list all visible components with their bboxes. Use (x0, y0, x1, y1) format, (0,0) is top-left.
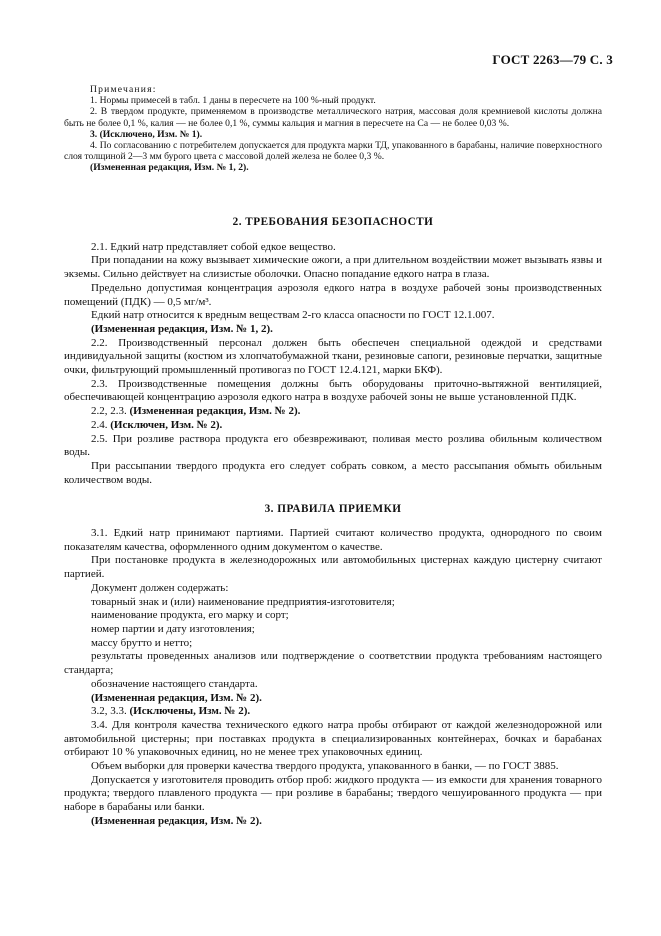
paragraph: 2.5. При розливе раствора продукта его обезвреживают, поливая место розлива обильным количеством воды. (64, 432, 602, 459)
notes-title: Примечания: (90, 84, 157, 95)
paragraph: 2.2. Производственный персонал должен быть обеспечен специальной одеждой и средствами индивидуальной защиты (костюм из хлопчатобумажной ткани, резиновые сапоги, резиновые перчатки, защитные очки, фильтрующий промышленный противогаз по ГОСТ 12.4.121, марки БКФ). (64, 336, 602, 377)
section-3-heading: 3. ПРАВИЛА ПРИЕМКИ (264, 503, 402, 516)
list-item: наименование продукта, его марку и сорт; (91, 609, 289, 622)
note-item-bold: (Измененная редакция, Изм. № 1, 2). (90, 162, 249, 174)
paragraph: Предельно допустимая концентрация аэрозоля едкого натра в воздухе рабочей зоны производственных помещений (ПДК) — 0,5 мг/м³. (64, 281, 602, 308)
list-item: товарный знак и (или) наименование предприятия-изготовителя; (91, 595, 395, 608)
paragraph (64, 692, 602, 706)
note-item: 1. Нормы примесей в табл. 1 даны в пересчете на 100 %-ный продукт. (90, 95, 376, 107)
note-item: 4. По согласованию с потребителем допускается для продукта марки ТД, упакованного в барабаны, наличие поверхностного слоя толщиной 2—3 мм бурого цвета с массовой долей железа не более 0,3 %. (64, 140, 602, 163)
list-item: номер партии и дату изготовления; (91, 622, 255, 635)
note-item (64, 162, 602, 173)
note-item (64, 129, 602, 140)
paragraph: При попадании на кожу вызывает химические ожоги, а при длительном воздействии может вызывать язвы и экземы. Сильно действует на слизистые оболочки. Опасно попадание едкого натра в глаза. (64, 254, 602, 281)
paragraph (64, 323, 602, 337)
list-item: результаты проведенных анализов или подтверждение о соответствии продукта требованиям настоящего стандарта; (64, 650, 602, 677)
paragraph: 3.1. Едкий натр принимают партиями. Партией считают количество продукта, однородного по своим показателям качества, оформленного одним документом о качестве. (64, 527, 602, 553)
paragraph: 2.3. Производственные помещения должны быть оборудованы приточно-вытяжной вентиляцией, обеспечивающей концентрацию аэрозоля едкого натра в воздухе рабочей зоны не выше установленной ПДК. (64, 377, 602, 404)
paragraph: Едкий натр относится к вредным веществам 2-го класса опасности по ГОСТ 12.1.007. (91, 309, 495, 322)
paragraph: При рассыпании твердого продукта его следует собрать совком, а место рассыпания обмыть обильным количеством воды. (64, 459, 602, 486)
note-item: 2. В твердом продукте, применяемом в производстве металлического натрия, массовая доля кремниевой кислоты должна быть не более 0,1 %, калия — не более 0,1 %, суммы кальция и магния в пересчете на Са — не более 0,03 %. (64, 106, 602, 129)
notes-block (64, 84, 602, 174)
list-item: обозначение настоящего стандарта. (91, 677, 258, 690)
clause-number: 2.2, 2.3. (91, 405, 130, 418)
paragraph: 3.4. Для контроля качества технического едкого натра пробы отбирают от каждой железнодорожной или автомобильной цистерны; при поставках продукта в специализированных контейнерах, бочках и барабанах отбирают 10 % упаковочных единиц, но не менее трех упаковочных единиц. (64, 718, 602, 759)
amendment-note: (Исключены, Изм. № 2). (129, 705, 251, 718)
list-item: массу брутто и нетто; (91, 636, 193, 649)
paragraph: Объем выборки для проверки качества твердого продукта, упакованного в банки, — по ГОСТ 3885. (91, 760, 559, 773)
section-2-heading: 2. ТРЕБОВАНИЯ БЕЗОПАСНОСТИ (232, 216, 434, 228)
amendment-note: (Измененная редакция, Изм. № 2). (91, 691, 262, 704)
clause-number: 3.2, 3.3. (91, 705, 130, 718)
amendment-note: (Измененная редакция, Изм. № 2). (129, 405, 301, 418)
paragraph (64, 419, 602, 433)
clause-number: 2.4. (91, 418, 111, 431)
amendment-note: (Измененная редакция, Изм. № 2). (91, 814, 262, 827)
note-item-bold: 3. (Исключено, Изм. № 1). (90, 128, 203, 140)
main-body (64, 216, 602, 829)
paragraph: При постановке продукта в железнодорожных или автомобильных цистернах каждую цистерну считают партией. (64, 554, 602, 581)
paragraph (64, 815, 602, 829)
paragraph: Документ должен содержать: (91, 581, 229, 594)
page-header: ГОСТ 2263—79 С. 3 (492, 52, 613, 67)
paragraph (64, 405, 602, 419)
amendment-note: (Измененная редакция, Изм. № 1, 2). (91, 322, 273, 335)
paragraph: 2.1. Едкий натр представляет собой едкое вещество. (91, 240, 336, 253)
paragraph (64, 705, 602, 719)
paragraph: Допускается у изготовителя проводить отбор проб: жидкого продукта — из емкости для хранения товарного продукта; твердого плавленого продукта — при розливе в барабаны; твердого чешуированного продукта — при наборе в барабаны или банки. (64, 773, 602, 814)
amendment-note: (Исключен, Изм. № 2). (110, 418, 223, 431)
